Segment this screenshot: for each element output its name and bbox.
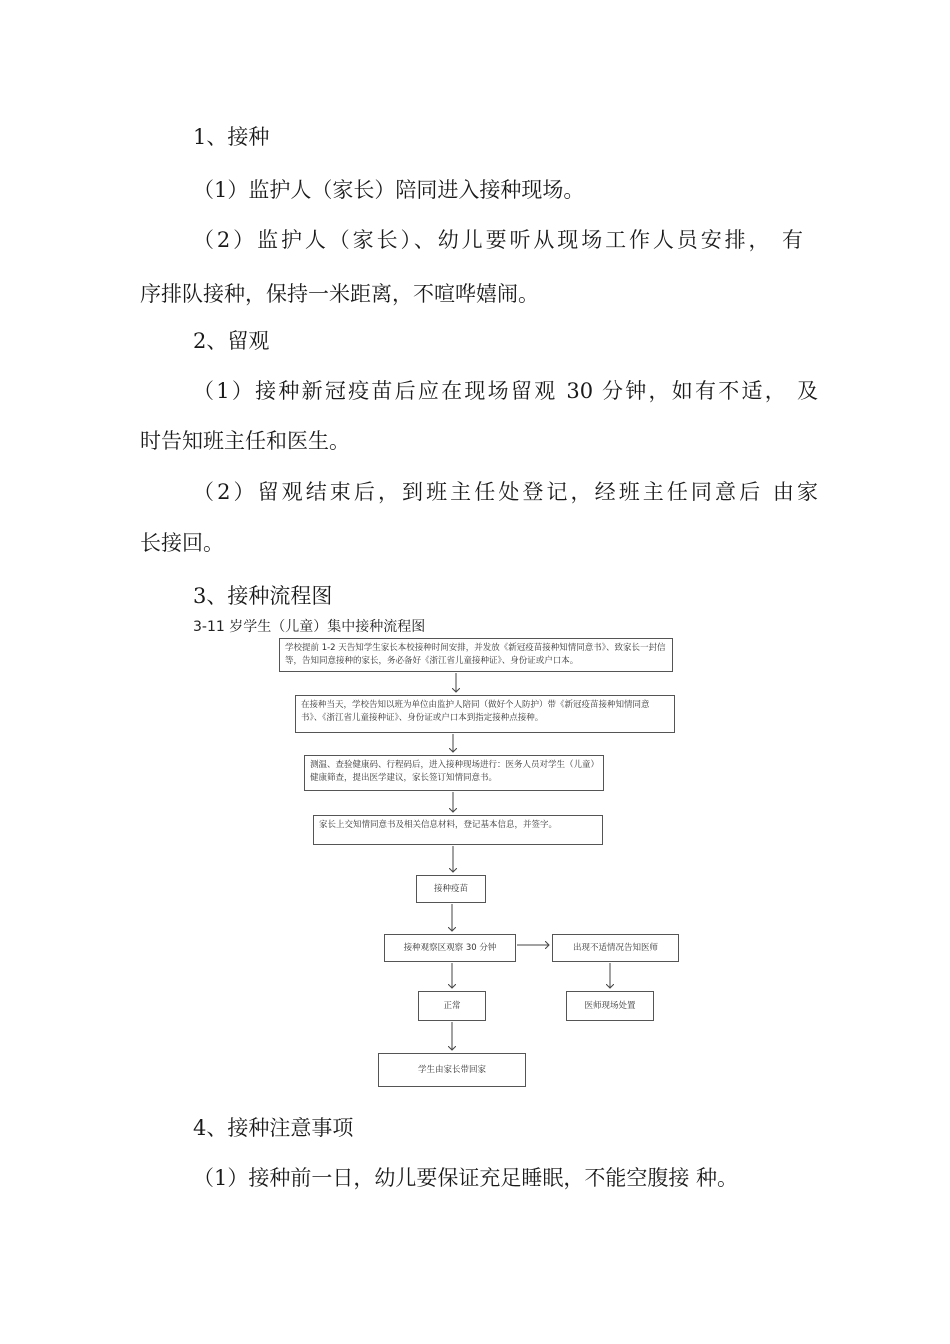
paragraph-follow-staff-line1: （2）监护人（家长）、幼儿要听从现场工作人员安排， 有: [193, 228, 803, 252]
paragraph-observe-30min-line2: 时告知班主任和医生。: [140, 429, 350, 453]
flow-step-parent-pickup: 学生由家长带回家: [378, 1053, 526, 1087]
heading-observation: 2、留观: [193, 329, 270, 353]
heading-precautions: 4、接种注意事项: [193, 1116, 354, 1140]
flow-step-submit-consent: 家长上交知情同意书及相关信息材料，登记基本信息，并签字。: [313, 815, 603, 845]
flow-step-notify-parents: 学校提前 1-2 天告知学生家长本校接种时间安排，并发放《新冠疫苗接种知情同意书》、致家长一封信等，告知同意接种的家长，务必备好《浙江省儿童接种证》、身份证或户口本。: [279, 638, 673, 672]
paragraph-register-line2: 长接回。: [140, 531, 224, 555]
flow-step-inject: 接种疫苗: [416, 875, 486, 903]
paragraph-follow-staff-line2: 序排队接种，保持一米距离，不喧哗嬉闹。: [140, 282, 539, 306]
paragraph-sleep-before: （1）接种前一日，幼儿要保证充足睡眠，不能空腹接 种。: [193, 1166, 739, 1190]
paragraph-guardian-accompany: （1）监护人（家长）陪同进入接种现场。: [193, 178, 585, 202]
heading-flowchart: 3、接种流程图: [193, 584, 333, 608]
paragraph-observe-30min-line1: （1）接种新冠疫苗后应在现场留观 30 分钟，如有不适， 及: [193, 379, 818, 403]
flow-step-discomfort: 出现不适情况告知医师: [552, 934, 679, 962]
flow-step-doctor-handle: 医师现场处置: [566, 991, 654, 1021]
flow-step-vaccination-day: 在接种当天，学校告知以班为单位由监护人陪同（做好个人防护）带《新冠疫苗接种知情同意书》、《浙江省儿童接种证》、身份证或户口本到指定接种点接种。: [295, 695, 675, 733]
flow-step-screening: 测温、查验健康码、行程码后，进入接种现场进行：医务人员对学生（儿童）健康筛查，提出医学建议，家长签订知情同意书。: [304, 755, 604, 791]
flowchart-title: 3-11 岁学生（儿童）集中接种流程图: [193, 619, 426, 635]
heading-vaccination: 1、接种: [193, 125, 270, 149]
flow-step-observe: 接种观察区观察 30 分钟: [384, 934, 516, 962]
flow-step-normal: 正常: [418, 991, 486, 1021]
paragraph-register-line1: （2）留观结束后，到班主任处登记，经班主任同意后 由家: [193, 480, 818, 504]
